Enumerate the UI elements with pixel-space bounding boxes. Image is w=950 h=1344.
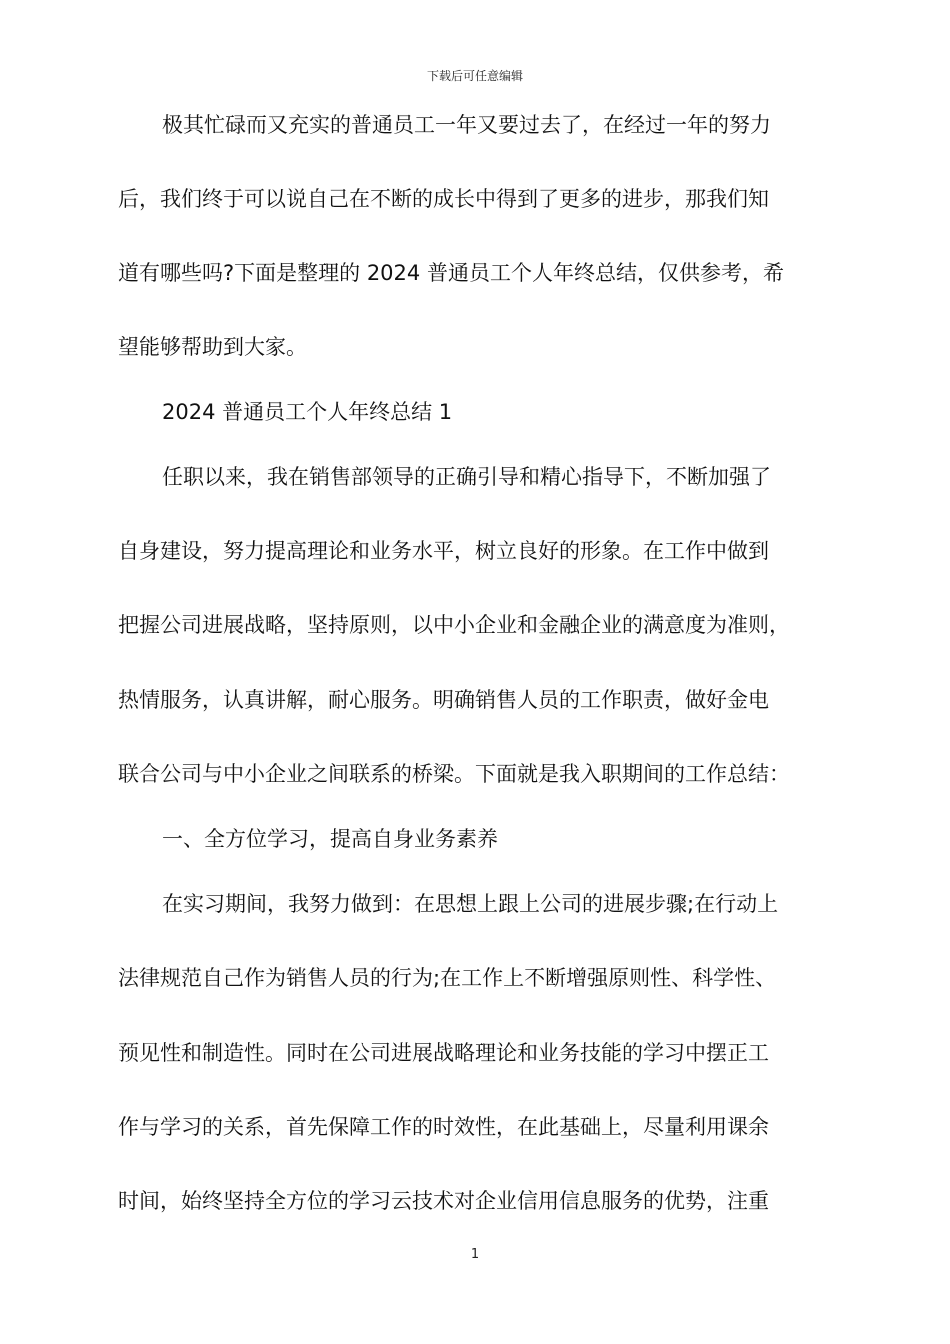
paragraph-line: 自身建设，努力提高理论和业务水平，树立良好的形象。在工作中做到 [118,539,769,563]
section-heading: 一、全方位学习，提高自身业务素养 [162,827,498,851]
page-number: 1 [470,1247,480,1262]
paragraph-line: 任职以来，我在销售部领导的正确引导和精心指导下，不断加强了 [162,465,771,489]
paragraph-line: 时间，始终坚持全方位的学习云技术对企业信用信息服务的优势，注重 [118,1189,769,1213]
paragraph-line: 极其忙碌而又充实的普通员工一年又要过去了，在经过一年的努力 [162,113,771,137]
paragraph-line: 道有哪些吗?下面是整理的 2024 普通员工个人年终总结，仅供参考，希 [118,261,784,285]
page-header: 下载后可任意编辑 [426,69,523,83]
section-heading: 2024 普通员工个人年终总结 1 [162,400,453,424]
paragraph-line: 法律规范自己作为销售人员的行为;在工作上不断增强原则性、科学性、 [118,966,777,990]
paragraph-line: 预见性和制造性。同时在公司进展战略理论和业务技能的学习中摆正工 [118,1041,769,1065]
paragraph-line: 把握公司进展战略，坚持原则，以中小企业和金融企业的满意度为准则， [118,613,790,637]
paragraph-line: 望能够帮助到大家。 [118,335,307,359]
paragraph-line: 后，我们终于可以说自己在不断的成长中得到了更多的进步，那我们知 [118,187,769,211]
paragraph-line: 热情服务，认真讲解，耐心服务。明确销售人员的工作职责，做好金电 [118,688,769,712]
paragraph-line: 在实习期间，我努力做到：在思想上跟上公司的进展步骤;在行动上 [162,892,779,916]
paragraph-line: 作与学习的关系，首先保障工作的时效性，在此基础上，尽量利用课余 [118,1115,769,1139]
paragraph-line: 联合公司与中小企业之间联系的桥梁。下面就是我入职期间的工作总结： [118,762,790,786]
